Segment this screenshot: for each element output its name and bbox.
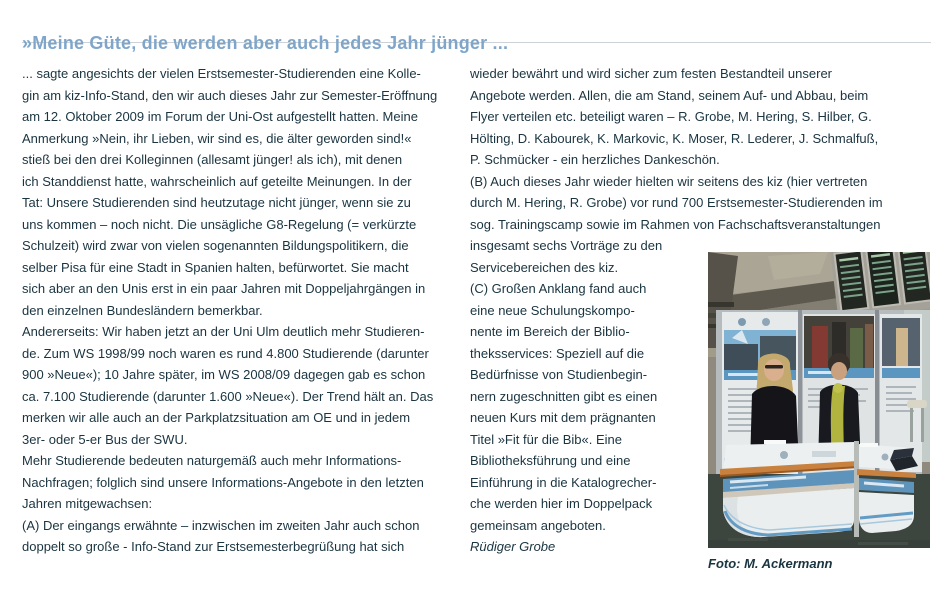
text-line: de. Zum WS 1998/99 noch waren es rund 4.800 Studierende (darunter <box>22 345 429 361</box>
text-line: Tat: Unsere Studierenden sind heutzutage nicht jünger, wenn sie zu <box>22 195 411 210</box>
text-line: 900 »Neue«); 10 Jahre später, im WS 2008/09 dagegen gab es schon <box>22 367 426 382</box>
text-line: Bedürfnisse von Studienbegin- <box>470 367 648 382</box>
right-column-full <box>470 63 936 235</box>
photo-counter <box>720 440 918 537</box>
author-signature: Rüdiger Grobe <box>470 539 556 554</box>
text-line: Servicebereichen des kiz. <box>470 259 619 275</box>
text-line: doppelt so große - Info-Stand zur Erstsemesterbegrüßung hat sich <box>22 539 405 554</box>
text-line: ... sagte angesichts der vielen Erstsemester-Studierenden eine Kolle- <box>22 66 421 81</box>
text-line: nente im Bereich der Biblio- <box>470 324 630 339</box>
text-line: Einführung in die Katalogrecher- <box>470 474 657 490</box>
text-line: nern zugeschnitten gibt es einen <box>470 388 658 404</box>
text-line: sog. Trainingscamp sowie im Rahmen von Fachschaftsveranstaltungen <box>470 216 881 232</box>
text-line: Jahren mitgewachsen: <box>22 496 153 511</box>
text-line: ich Standdienst hatte, wahrscheinlich auf geteilte Meinungen. In der <box>22 173 412 189</box>
text-line: ca. 7.100 Studierende (darunter 1.600 »Neue«). Der Trend hält an. Das <box>22 388 434 404</box>
text-line: P. Schmücker - ein herzliches Dankeschön. <box>470 152 720 167</box>
text-line: (A) Der eingangs erwähnte – inzwischen im zweiten Jahr auch schon <box>22 517 420 533</box>
text-line: eine neue Schulungskompo- <box>470 302 635 318</box>
text-line: stieß bei den drei Kolleginnen (allesamt jünger! als ich), mit denen <box>22 152 403 167</box>
left-column <box>22 63 462 558</box>
photo-credit: Foto: M. Ackermann <box>708 556 833 571</box>
text-line: durch M. Hering, R. Grobe) vor rund 700 Erstsemester-Studierenden im <box>470 195 883 210</box>
text-line: Flyer verteilen etc. beteiligt waren – R. Grobe, M. Hering, S. Hilber, G. <box>470 109 872 124</box>
text-line: Angebote werden. Allen, die am Stand, seinem Auf- und Abbau, beim <box>470 87 869 103</box>
text-line: Titel »Fit für die Bib«. Eine <box>470 431 622 447</box>
text-line: Mehr Studierende bedeuten naturgemäß auch mehr Informations- <box>22 453 402 468</box>
photo-monitors <box>830 252 930 320</box>
text-line: sich aber an den Unis erst in ein paar Jahren mit Doppeljahrgängen in <box>22 281 426 296</box>
text-line: 3er- oder 5-er Bus der SWU. <box>22 431 188 447</box>
text-line: (C) Großen Anklang fand auch <box>470 281 647 296</box>
text-line: Bibliotheksführung und eine <box>470 453 631 468</box>
article-title: »Meine Güte, die werden aber auch jedes Jahr jünger ... <box>22 33 509 54</box>
text-line: wieder bewährt und wird sicher zum festen Bestandteil unserer <box>470 66 833 81</box>
text-line: den einzelnen Bundesländern bemerkbar. <box>22 302 263 318</box>
text-line: Hölting, D. Kabourek, K. Markovic, K. Moser, R. Lederer, J. Schmalfuß, <box>470 130 879 146</box>
text-line: am 12. Oktober 2009 im Forum der Uni-Ost aufgestellt hatten. Meine <box>22 109 418 124</box>
text-line: insgesamt sechs Vorträge zu den <box>470 238 663 253</box>
text-line: Nachfragen; folglich sind unsere Informations-Angebote in den letzten <box>22 474 424 490</box>
right-column-narrow <box>470 235 706 536</box>
text-line: neuen Kurs mit dem prägnanten <box>470 410 656 425</box>
text-line: (B) Auch dieses Jahr wieder hielten wir seitens des kiz (hier vertreten <box>470 173 868 189</box>
text-line: selber Pisa für eine Stadt in Spanien halten, befürwortet. Sie macht <box>22 259 409 275</box>
text-line: theksservices: Speziell auf die <box>470 345 645 361</box>
info-stand-photo <box>708 252 930 548</box>
text-line: Schulzeit) wird zwar von vielen sogenannten Bildungspolitikern, die <box>22 238 409 253</box>
text-line: che werden hier im Doppelpack <box>470 496 653 511</box>
text-line: gin am kiz-Info-Stand, den wir auch dieses Jahr zur Semester-Eröffnung <box>22 87 438 103</box>
text-line: merken wir alle auch an der Parkplatzsituation am OE und in jedem <box>22 410 411 425</box>
text-line: Anmerkung »Nein, ihr Lieben, wir sind es, die älter geworden sind!« <box>22 130 412 146</box>
text-line: gemeinsam angeboten. <box>470 517 606 533</box>
text-line: Andererseits: Wir haben jetzt an der Uni Ulm deutlich mehr Studieren- <box>22 324 425 339</box>
photo-illustration <box>708 252 930 548</box>
text-line: uns kommen – noch nicht. Die unsägliche G8-Regelung (= verkürzte <box>22 216 417 232</box>
